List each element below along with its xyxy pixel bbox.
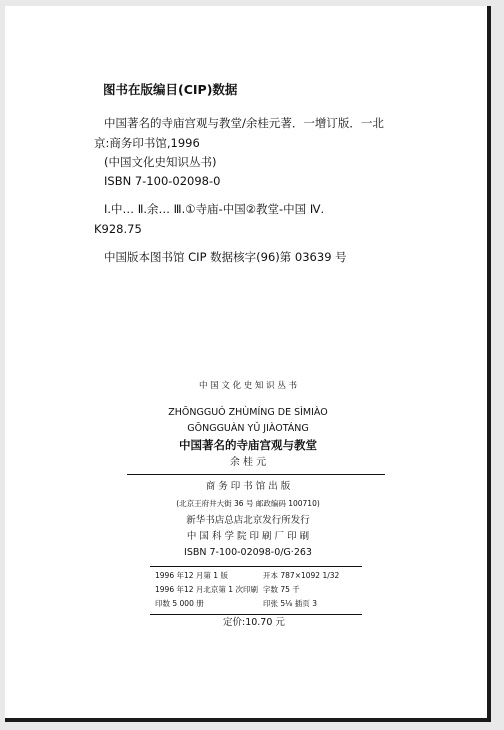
publisher: 商 务 印 书 馆 出 版 [205, 481, 291, 492]
divider-imprint-top [150, 566, 362, 567]
book-format: 开本 787×1092 1/32 [263, 571, 340, 580]
cip-line-record-number: 中国版本图书馆 CIP 数据核字(96)第 03639 号 [104, 250, 347, 264]
cip-line-isbn: ISBN 7-100-02098-0 [104, 174, 221, 188]
book-title: 中国著名的寺庙宫观与教堂 [179, 438, 317, 452]
series-name: 中 国 文 化 史 知 识 丛 书 [198, 381, 298, 391]
cip-line-subjects: Ⅰ.中… Ⅱ.余… Ⅲ.①寺庙-中国②教堂-中国 Ⅳ. [104, 202, 325, 216]
printing-date: 1996 年12 月北京第 1 次印刷 [155, 585, 258, 594]
print-run: 印数 5 000 册 [155, 599, 204, 608]
title-pinyin-1: ZHŌNGGUÓ ZHÙMÍNG DE SÌMIÀO [168, 407, 328, 418]
title-pinyin-2: GŌNGGUÀN YǓ JIÀOTÁNG [187, 423, 309, 434]
book-copyright-page [5, 6, 491, 722]
cip-line-publisher: 京:商务印书馆,1996 [94, 136, 200, 150]
isbn-full: ISBN 7-100-02098-0/G·263 [184, 547, 312, 558]
cip-line-title: 中国著名的寺庙宫观与教堂/余桂元著．一增订版．一北 [104, 116, 384, 130]
publisher-address: (北京王府井大街 36 号 邮政编码 100710) [176, 499, 320, 508]
edition-date: 1996 年12 月第 1 版 [155, 571, 228, 580]
divider-imprint-bottom [150, 614, 362, 615]
divider-top [127, 474, 385, 475]
cip-line-series: (中国文化史知识丛书) [104, 155, 217, 169]
printer: 中 国 科 学 院 印 刷 厂 印 刷 [186, 531, 310, 542]
distributor: 新华书店总店北京发行所发行 [186, 515, 310, 526]
author: 余 桂 元 [229, 457, 267, 468]
price: 定价:10.70 元 [223, 617, 285, 628]
cip-heading: 图书在版编目(CIP)数据 [103, 82, 238, 97]
sheets-and-plates: 印张 5⅛ 插页 3 [263, 599, 317, 608]
cip-line-classification: K928.75 [94, 222, 142, 236]
word-count: 字数 75 千 [263, 585, 300, 594]
